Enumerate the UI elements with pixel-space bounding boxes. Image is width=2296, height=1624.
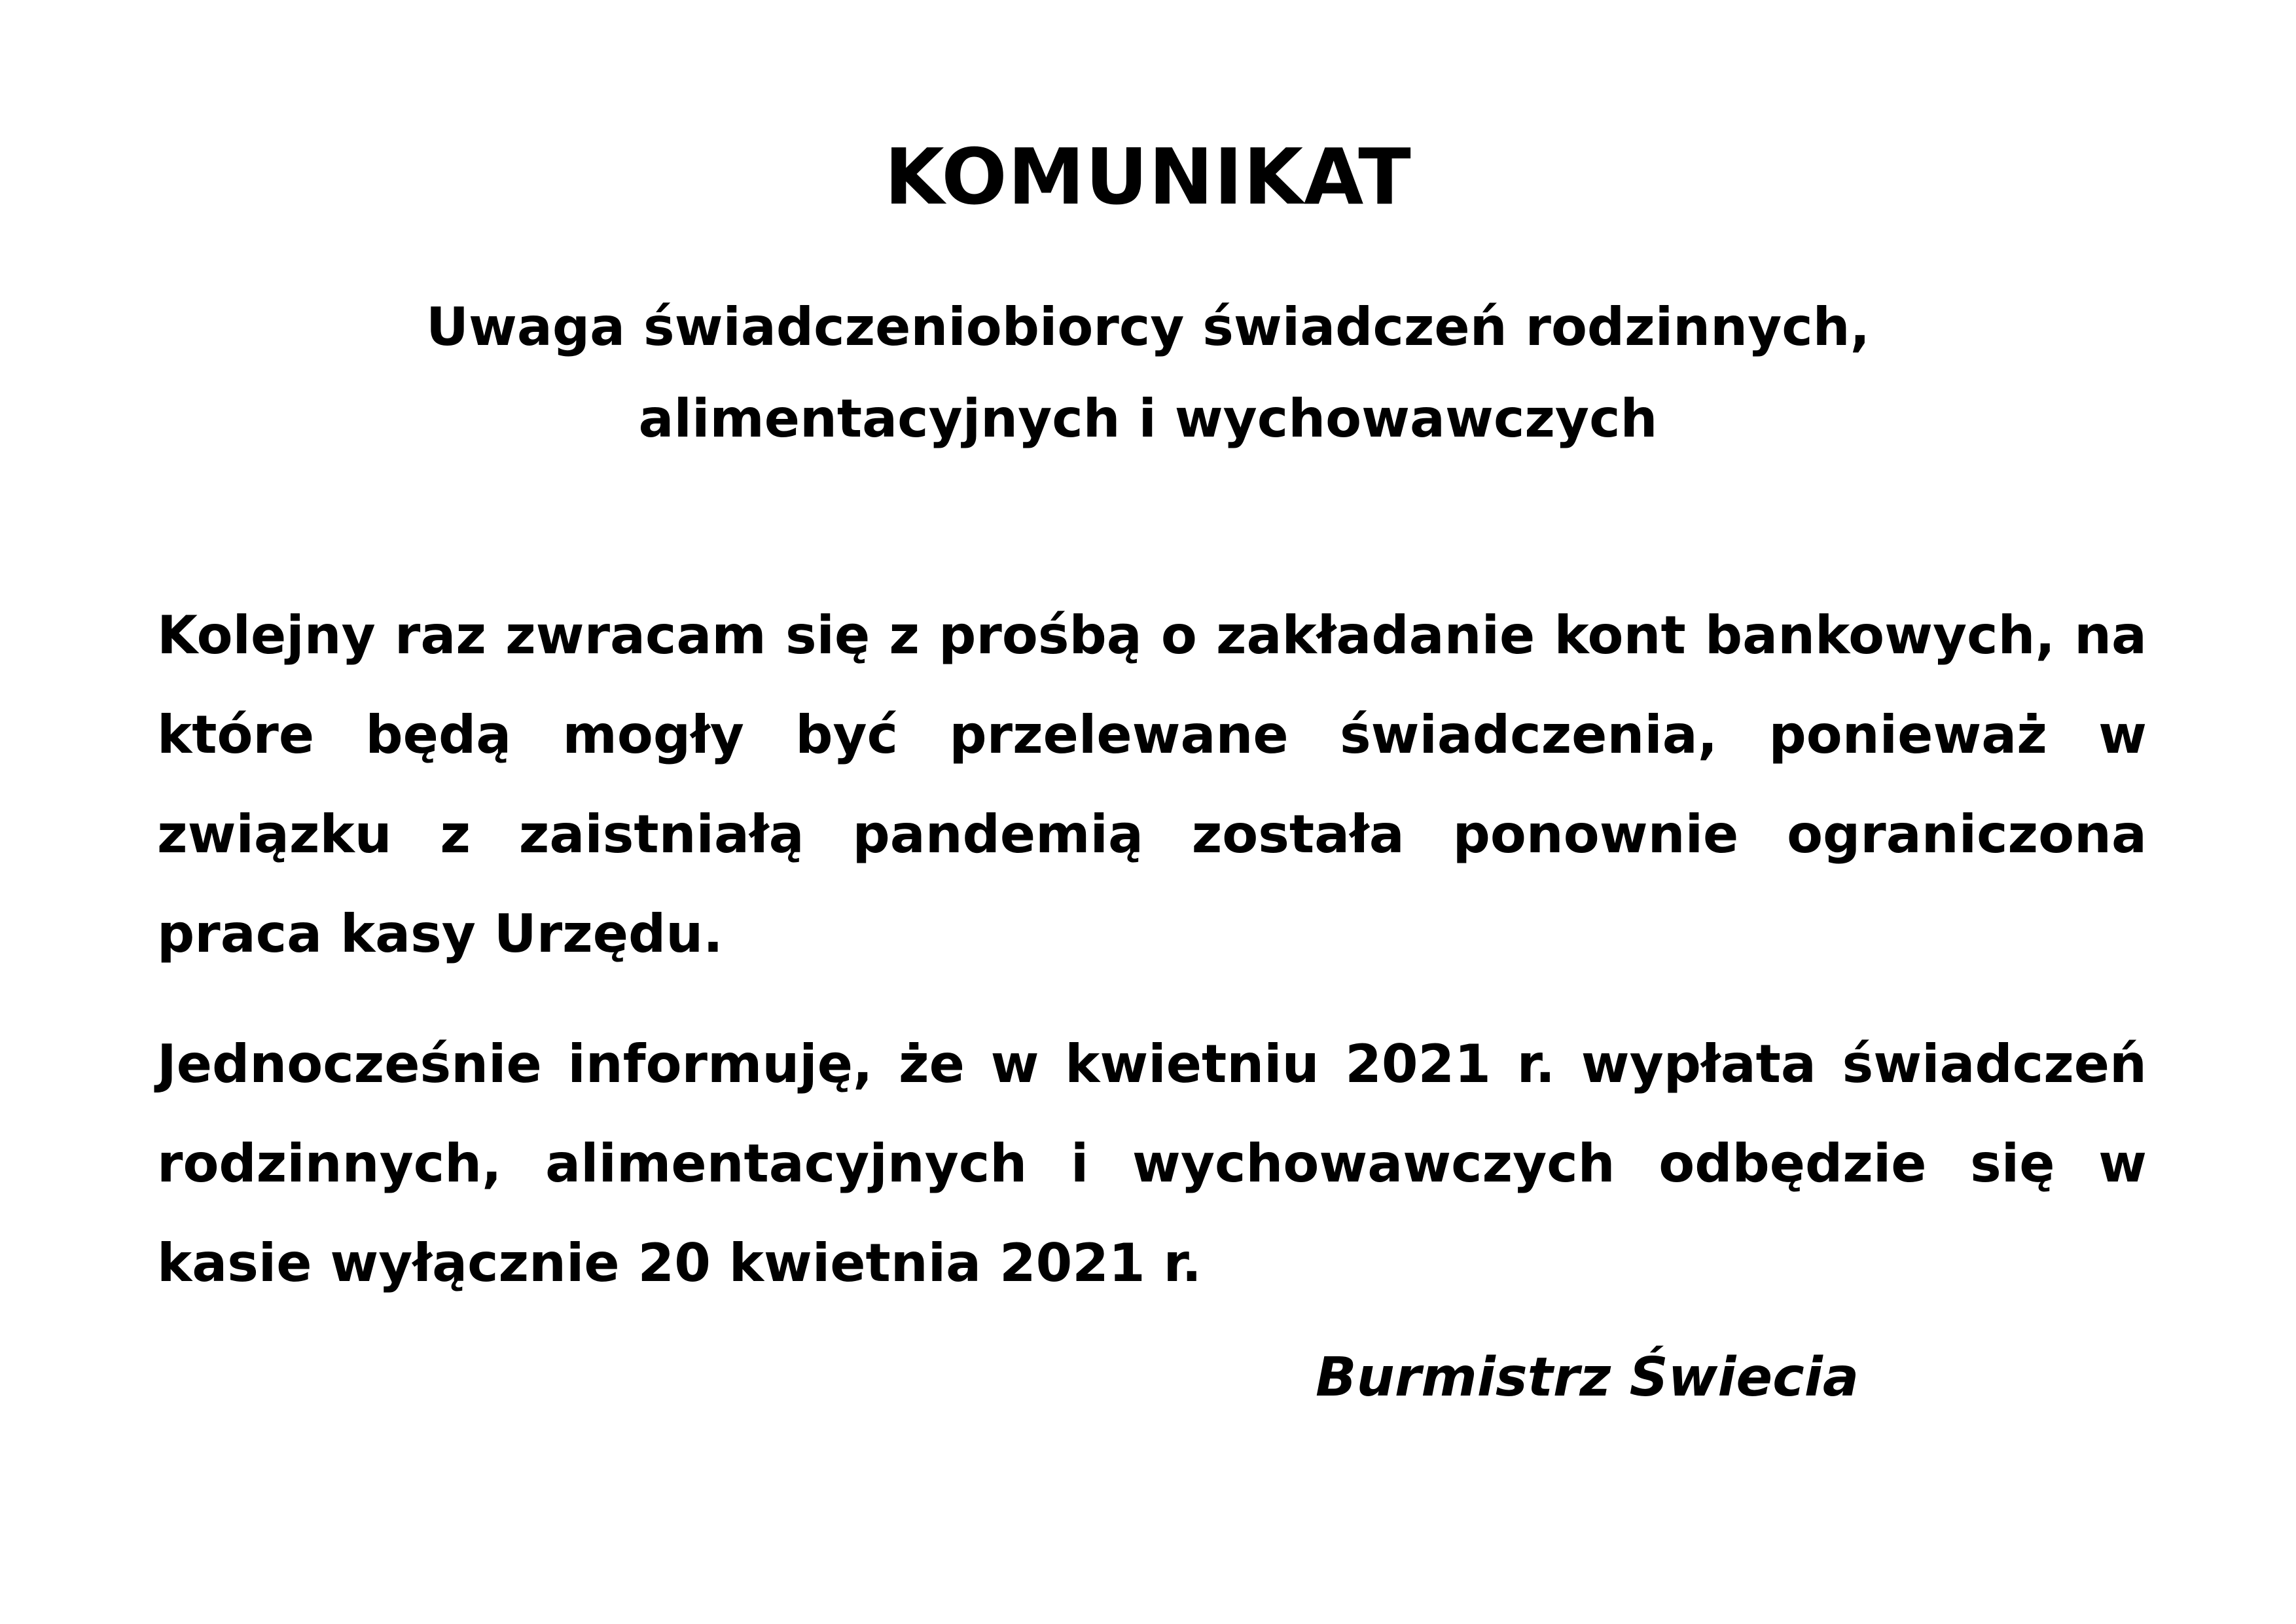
- signature: Burmistrz Świecia: [1316, 1346, 1859, 1409]
- subtitle-line-1: Uwaga świadczeniobiorcy świadczeń rodzinnych,: [426, 297, 1870, 357]
- document-title: KOMUNIKAT: [884, 132, 1412, 222]
- document-subtitle: [164, 281, 2132, 465]
- subtitle-line-2: alimentacyjnych i wychowawczych: [638, 388, 1658, 449]
- body-paragraph-1: Kolejny raz zwracam się z prośbą o zakładanie kont bankowych, na które będą mogły być przelewane świadczenia, ponieważ w związku z zaistniałą pandemią została ponownie ograniczona praca kasy Urzędu.: [157, 605, 2147, 964]
- body-paragraph-2: Jednocześnie informuję, że w kwietniu 2021 r. wypłata świadczeń rodzinnych, alimentacyjnych i wychowawczych odbędzie się w kasie wyłącznie 20 kwietnia 2021 r.: [157, 1034, 2147, 1293]
